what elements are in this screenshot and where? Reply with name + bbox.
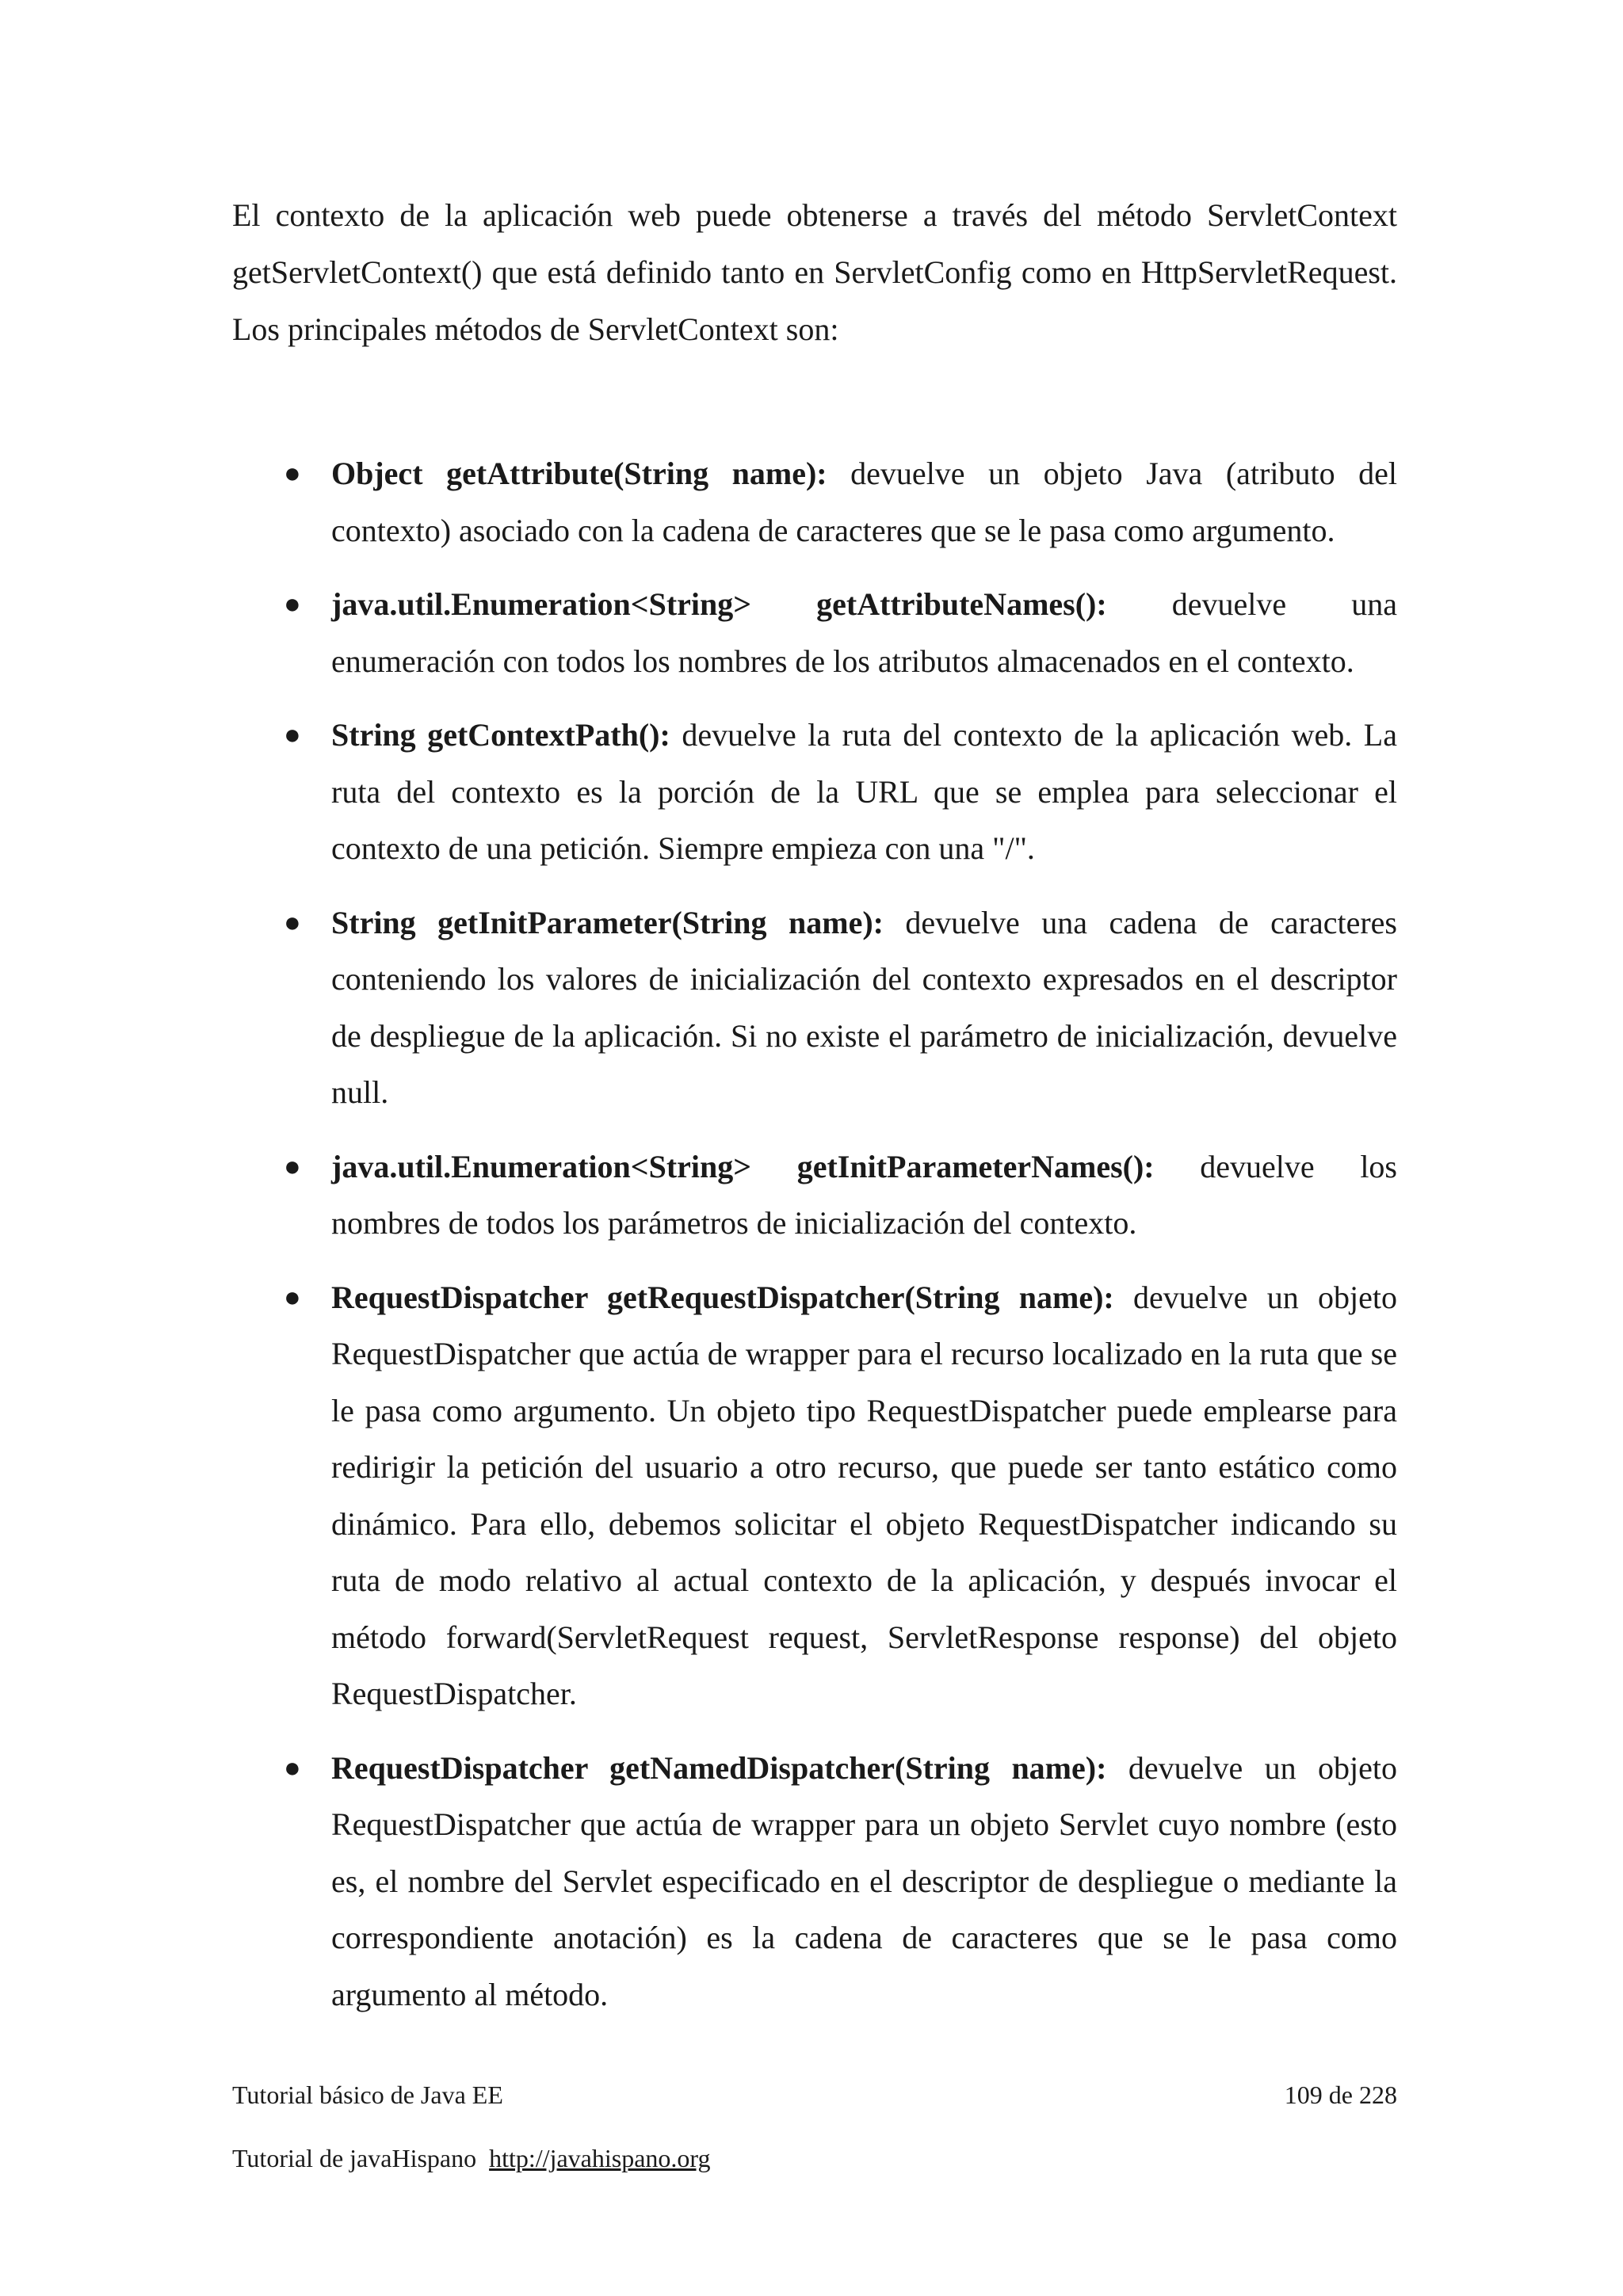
footer — [232, 2079, 1397, 2111]
list-item — [284, 894, 1397, 1121]
bullet-icon: ● — [284, 719, 301, 750]
footer-source — [232, 2142, 1397, 2174]
method-signature: String getInitParameter(String name): — [331, 904, 884, 940]
method-signature: java.util.Enumeration<String> getAttributeNames(): — [331, 586, 1107, 622]
method-description: devuelve un objeto Java (atributo del contexto) asociado con la cadena de caracteres que se le pasa como argumento. — [331, 456, 1397, 548]
method-description: devuelve una enumeración con todos los nombres de los atributos almacenados en el contexto. — [331, 586, 1397, 679]
bullet-icon: ● — [284, 457, 301, 489]
list-item — [284, 1740, 1397, 2023]
list-item — [284, 576, 1397, 689]
list-item — [284, 1269, 1398, 1722]
intro-paragraph: El contexto de la aplicación web puede obtenerse a través del método ServletContext getServletContext() que está definido tanto en ServletConfig como en HttpServletRequest. Los principales métodos de ServletContext son: — [232, 197, 1397, 347]
list-item — [284, 445, 1397, 559]
list-item — [284, 1138, 1397, 1252]
bullet-icon: ● — [284, 906, 301, 938]
method-description: devuelve un objeto RequestDispatcher que actúa de wrapper para el recurso localizado en la ruta que se le pasa como argumento. Un objeto tipo RequestDispatcher puede emplearse para redirigir la petición del usuario a otro recurso, que puede ser tanto estático como dinámico. Para ello, debemos solicitar el objeto RequestDispatcher indicando su ruta de modo relativo al actual contexto de la aplicación, y después invocar el método forward(ServletRequest request, ServletResponse response) del objeto RequestDispatcher. — [331, 1279, 1398, 1711]
bullet-icon: ● — [284, 1280, 301, 1313]
bullet-icon: ● — [284, 1150, 301, 1182]
javahispano-link[interactable]: http://javahispano.org — [489, 2144, 711, 2172]
method-signature: java.util.Enumeration<String> getInitParameterNames(): — [331, 1148, 1155, 1184]
list-item — [284, 707, 1397, 877]
method-list — [284, 445, 1398, 2040]
method-description: devuelve la ruta del contexto de la aplicación web. La ruta del contexto es la porción de la URL que se emplea para seleccionar el contexto de una petición. Siempre empieza con una "/". — [331, 717, 1397, 866]
bullet-icon: ● — [284, 588, 301, 620]
method-description: devuelve los nombres de todos los parámetros de inicialización del contexto. — [331, 1148, 1397, 1241]
method-signature: RequestDispatcher getNamedDispatcher(String name): — [331, 1749, 1107, 1786]
method-description: devuelve una cadena de caracteres conteniendo los valores de inicialización del contexto expresados en el descriptor de despliegue de la aplicación. Si no existe el parámetro de inicialización, devuelve null. — [331, 904, 1397, 1110]
page-number: 109 de 228 — [1284, 2081, 1397, 2109]
footer-source-label: Tutorial de javaHispano — [232, 2144, 477, 2172]
method-signature: String getContextPath(): — [331, 717, 670, 753]
footer-title: Tutorial básico de Java EE — [232, 2081, 503, 2109]
bullet-icon: ● — [284, 1751, 301, 1783]
method-signature: RequestDispatcher getRequestDispatcher(String name): — [331, 1279, 1114, 1315]
method-description: devuelve un objeto RequestDispatcher que actúa de wrapper para un objeto Servlet cuyo nombre (esto es, el nombre del Servlet especificado en el descriptor de despliegue o mediante la correspondiente anotación) es la cadena de caracteres que se le pasa como argumento al método. — [331, 1749, 1397, 2012]
method-signature: Object getAttribute(String name): — [331, 456, 827, 491]
